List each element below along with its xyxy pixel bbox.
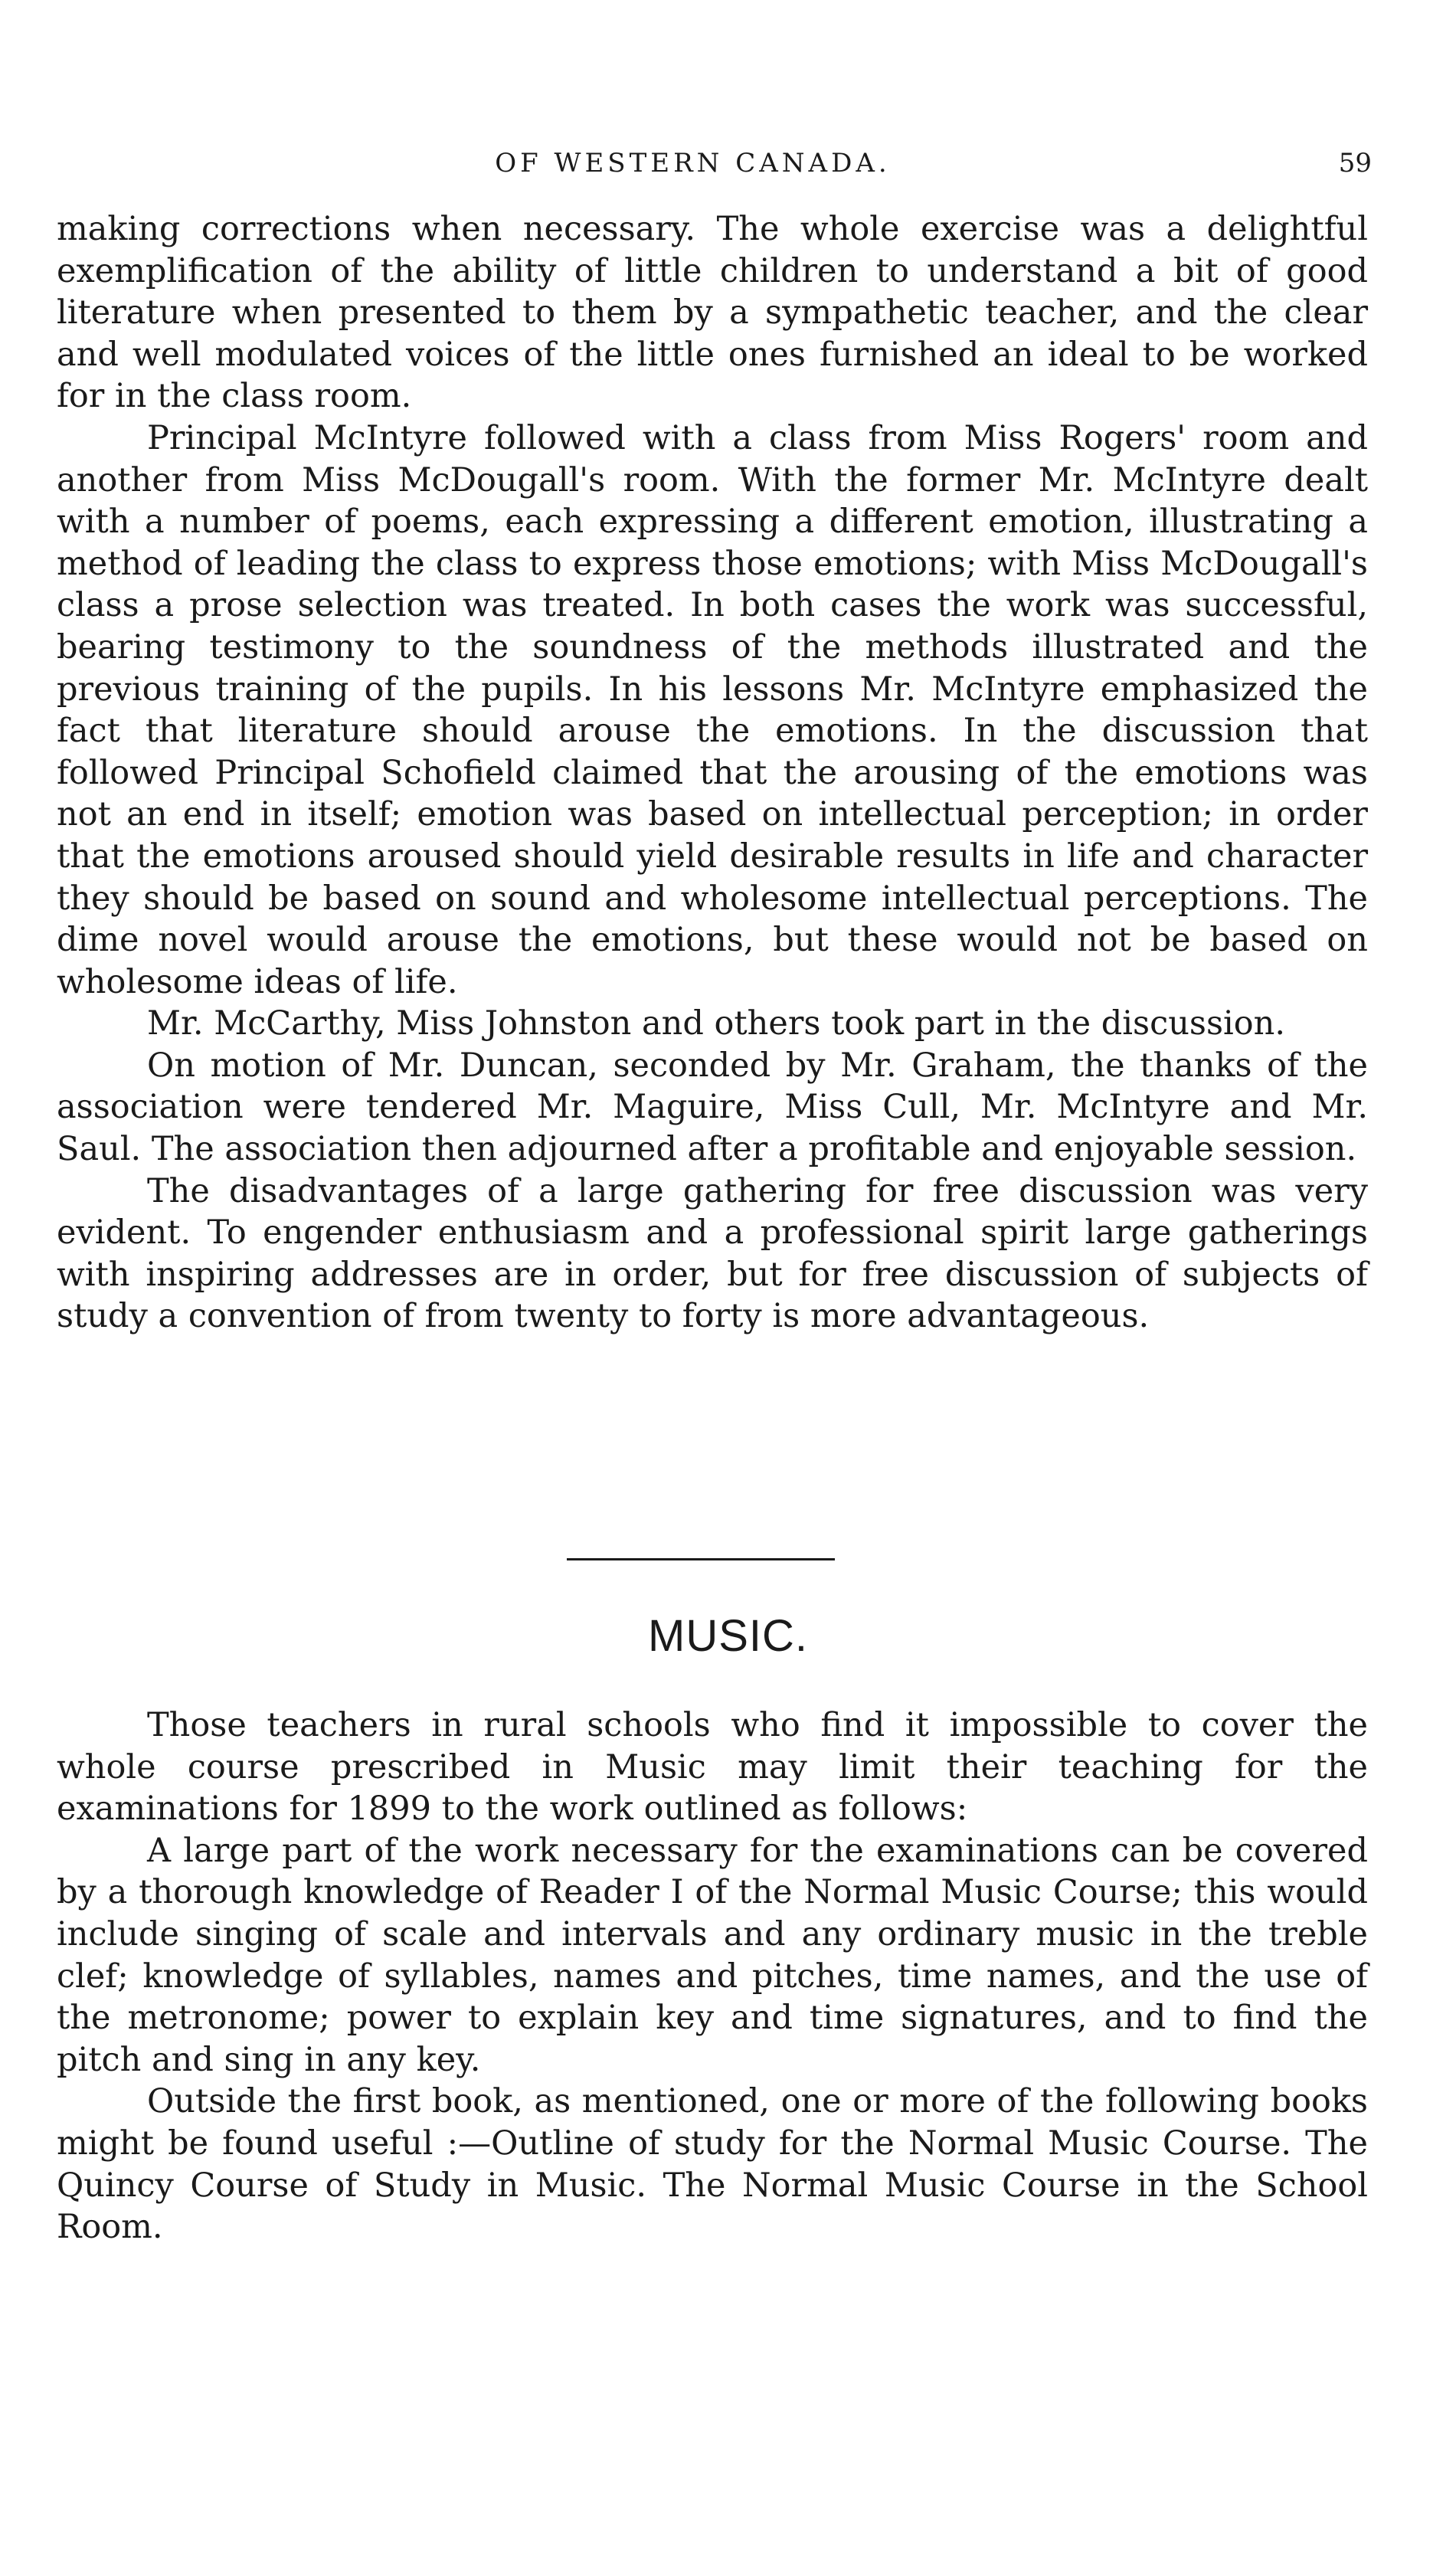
paragraph-useful-books: Outside the first book, as mentioned, one or more of the following books might be found useful :—Outline of study for the Normal Music Course. The Quincy Course of Study in Music. The Normal Music Course in the School Room. (57, 2082, 1368, 2247)
paragraph-motion-of-thanks: On motion of Mr. Duncan, seconded by Mr. Graham, the thanks of the association were tendered Mr. Maguire, Miss Cull, Mr. McIntyre and Mr. Saul. The association then adjourned after a profitable and enjoyable session. (57, 1046, 1368, 1169)
page-number: 59 (1338, 148, 1372, 178)
paragraph-discussion: Mr. McCarthy, Miss Johnston and others took part in the discussion. (147, 1004, 1286, 1043)
running-title: OF WESTERN CANADA. (495, 148, 891, 178)
paragraph-mcintyre-class: Principal McIntyre followed with a class from Miss Rogers' room and another from Miss McDougall's room. With the former Mr. McIntyre dealt with a number of poems, each expressing a different emotion, illustrating a method of leading the class to express those emotions; with Miss McDougall's class a prose selection was treated. In both cases the work was successful, bearing testimony to the soundness of the methods illustrated and the previous training of the pupils. In his lessons Mr. McIntyre emphasized the fact that literature should arouse the emotions. In the discussion that followed Principal Schofield claimed that the arousing of the emotions was not an end in itself; emotion was based on intellectual perception; in order that the emotions aroused should yield desirable results in life and character they should be based on sound and wholesome intellectual perceptions. The dime novel would arouse the emotions, but these would not be based on wholesome ideas of life. (57, 418, 1368, 1001)
paragraph-continuation: making corrections when necessary. The whole exercise was a delightful exemplification of the ability of little children to understand a bit of good literature when presented to them by a sympathetic teacher, and the clear and well modulated voices of the little ones furnished an ideal to be worked for in the class room. (57, 210, 1368, 416)
section-heading-music: MUSIC. (648, 1611, 808, 1661)
paragraph-disadvantages: The disadvantages of a large gathering for free discussion was very evident. To engender enthusiasm and a professional spirit large gatherings with inspiring addresses are in order, but for free discussion of subjects of study a convention of from twenty to forty is more advantageous. (57, 1171, 1368, 1336)
body-text-section-one (57, 208, 1368, 1338)
running-header (60, 144, 1372, 182)
body-text-section-music (57, 1704, 1368, 2248)
paragraph-reader-one: A large part of the work necessary for the examinations can be covered by a thorough knowledge of Reader I of the Normal Music Course; this would include singing of scale and intervals and any ordinary music in the treble clef; knowledge of syllables, names and pitches, time names, and the use of the metronome; power to explain key and time signatures, and to find the pitch and sing in any key. (57, 1831, 1368, 2079)
section-divider-rule (567, 1558, 835, 1560)
paragraph-rural-teachers: Those teachers in rural schools who find it impossible to cover the whole course prescribed in Music may limit their teaching for the examinations for 1899 to the work outlined as follows: (57, 1706, 1368, 1829)
